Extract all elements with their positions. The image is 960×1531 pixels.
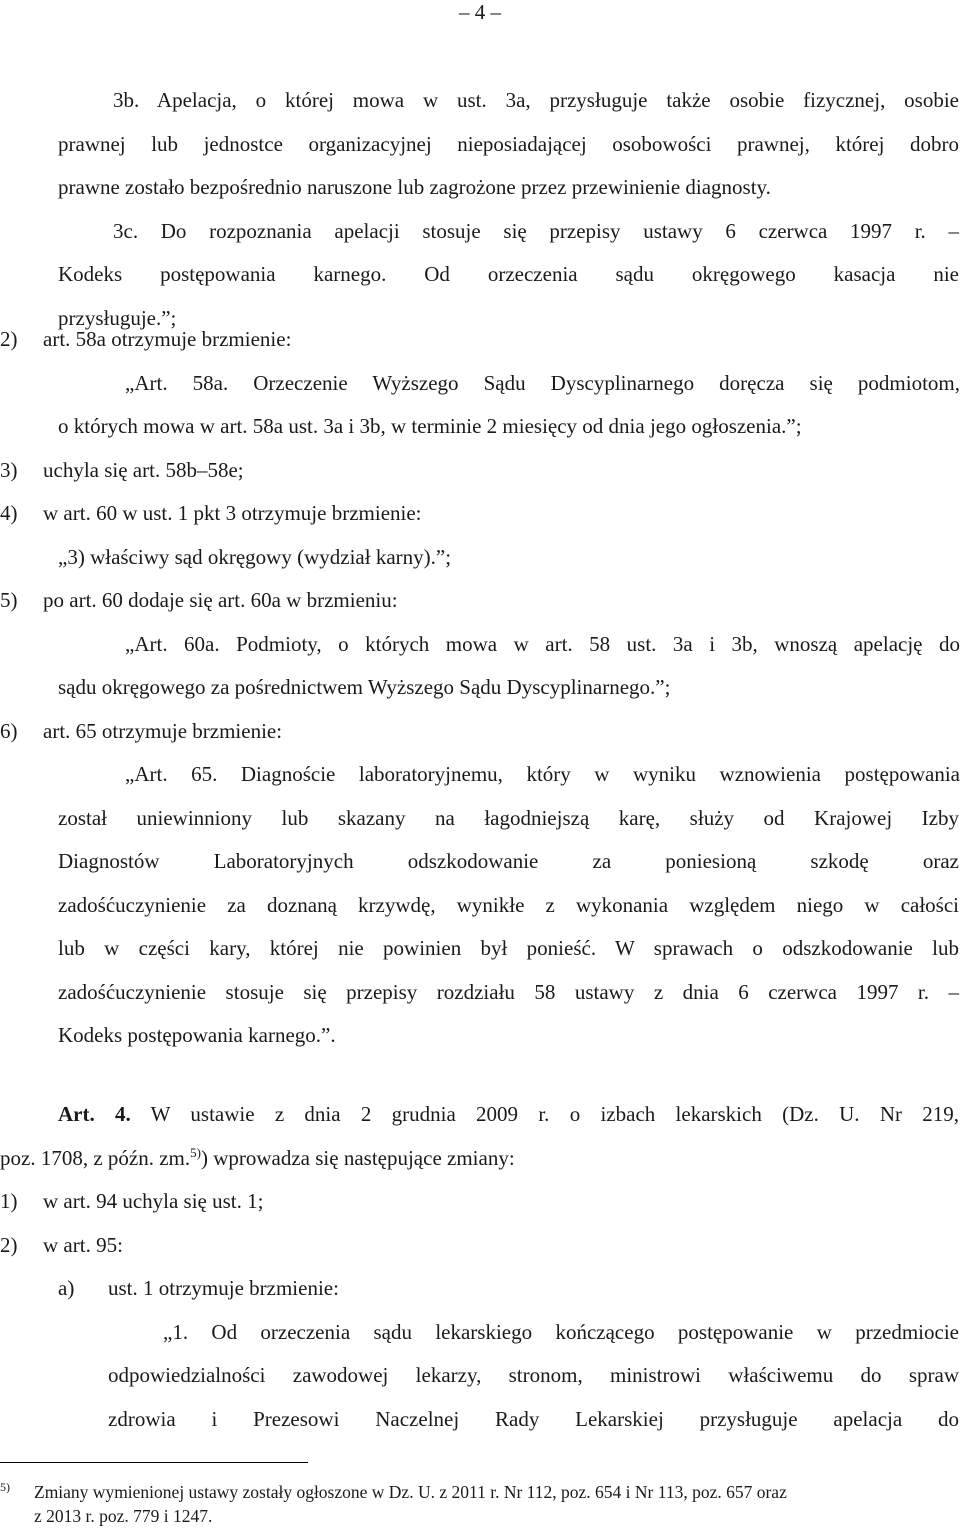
item-number: 6)	[0, 718, 18, 743]
footnote-reference: 5)	[190, 1144, 201, 1160]
quote-line: został uniewinniony lub skazany na łagodniejszą karę, służy od Krajowej Izby	[58, 805, 959, 830]
item-text: po art. 60 dodaje się art. 60a w brzmieniu:	[43, 588, 398, 612]
quote-line: zadośćuczynienie za doznaną krzywdę, wynikłe z wykonania względem niego w całości	[58, 892, 959, 917]
quote-line: „3) właściwy sąd okręgowy (wydział karny).”;	[58, 544, 452, 569]
item-number: 2)	[0, 327, 18, 351]
footnote-line: z 2013 r. poz. 779 i 1247.	[34, 1506, 213, 1526]
item-text: art. 58a otrzymuje brzmienie:	[43, 327, 292, 351]
item-text: ust. 1 otrzymuje brzmienie:	[108, 1276, 339, 1300]
page-number: – 4 –	[459, 0, 501, 24]
item-text: art. 65 otrzymuje brzmienie:	[43, 718, 283, 743]
article-4-text: ) wprowadza się następujące zmiany:	[200, 1145, 515, 1170]
list-item	[0, 710, 960, 754]
quote-line: zdrowia i Prezesowi Naczelnej Rady Lekarskiej przysługuje apelacja do	[108, 1406, 959, 1431]
list-item	[0, 579, 960, 623]
quote-line: „Art. 58a. Orzeczenie Wyższego Sądu Dyscyplinarnego doręcza się podmiotom,	[125, 370, 960, 395]
quote-line: Diagnostów Laboratoryjnych odszkodowanie za poniesioną szkodę oraz	[58, 849, 959, 873]
quote-line: Kodeks postępowania karnego.”.	[58, 1023, 336, 1047]
item-number: 5)	[0, 588, 18, 612]
quote-line: odpowiedzialności zawodowej lekarzy, stronom, ministrowi właściwemu do spraw	[108, 1363, 959, 1387]
para-3c-line: przysługuje.”;	[58, 305, 177, 330]
article-4-line	[0, 1137, 960, 1181]
list-item	[0, 1224, 960, 1268]
article-label: Art. 4.	[58, 1102, 131, 1126]
para-3b-line: prawne zostało bezpośrednio naruszone lub zagrożone przez przewinienie diagnosty.	[58, 175, 771, 199]
item-text: w art. 60 w ust. 1 pkt 3 otrzymuje brzmienie:	[43, 501, 422, 525]
item-number: 2)	[0, 1232, 18, 1257]
para-3b-line: 3b. Apelacja, o której mowa w ust. 3a, przysługuje także osobie fizycznej, osobie	[113, 88, 959, 112]
sub-item	[0, 1267, 960, 1311]
amendment-list	[0, 318, 960, 1058]
footnote	[0, 1480, 960, 1528]
quote-line: lub w części kary, której nie powinien był ponieść. W sprawach o odszkodowanie lub	[58, 936, 959, 960]
footnote-text	[34, 1480, 960, 1528]
article-4	[0, 1093, 960, 1441]
list-item	[0, 1180, 960, 1224]
item-text: uchyla się art. 58b–58e;	[43, 457, 244, 482]
item-text: w art. 95:	[43, 1232, 123, 1257]
item-number: 4)	[0, 501, 18, 525]
quote-line: zadośćuczynienie stosuje się przepisy rozdziału 58 ustawy z dnia 6 czerwca 1997 r. –	[58, 979, 959, 1004]
article-4-text: poz. 1708, z późn. zm.	[0, 1145, 191, 1170]
list-item	[0, 318, 960, 362]
item-text: w art. 94 uchyla się ust. 1;	[43, 1189, 264, 1213]
quote-line: sądu okręgowego za pośrednictwem Wyższego Sądu Dyscyplinarnego.”;	[58, 675, 671, 699]
footnote-separator	[0, 1462, 308, 1463]
para-3c-line: Kodeks postępowania karnego. Od orzeczenia sądu okręgowego kasacja nie	[58, 262, 959, 286]
footnote-mark: 5)	[0, 1480, 10, 1494]
document-body	[58, 79, 959, 340]
list-item	[0, 492, 960, 536]
quote-line: o których mowa w art. 58a ust. 3a i 3b, w terminie 2 miesięcy od dnia jego ogłoszenia.”;	[58, 414, 802, 438]
para-3c-line: 3c. Do rozpoznania apelacji stosuje się przepisy ustawy 6 czerwca 1997 r. –	[113, 218, 959, 243]
quote-line: „Art. 60a. Podmioty, o których mowa w art. 58 ust. 3a i 3b, wnoszą apelację do	[125, 631, 960, 656]
quote-line: „Art. 65. Diagnoście laboratoryjnemu, który w wyniku wznowienia postępowania	[125, 762, 960, 786]
footnote-line: Zmiany wymienionej ustawy zostały ogłoszone w Dz. U. z 2011 r. Nr 112, poz. 654 i Nr 113, poz. 657 oraz	[34, 1482, 787, 1502]
article-4-line	[0, 1093, 959, 1137]
list-item	[0, 449, 960, 493]
quote-line: „1. Od orzeczenia sądu lekarskiego kończącego postępowanie w przedmiocie	[163, 1319, 959, 1344]
item-number: 1)	[0, 1189, 18, 1213]
para-3b-line: prawnej lub jednostce organizacyjnej nieposiadającej osobowości prawnej, której dobro	[58, 131, 959, 156]
article-4-text: W ustawie z dnia 2 grudnia 2009 r. o izbach lekarskich (Dz. U. Nr 219,	[150, 1102, 960, 1126]
item-number: 3)	[0, 457, 18, 482]
sub-item-letter: a)	[58, 1276, 75, 1300]
